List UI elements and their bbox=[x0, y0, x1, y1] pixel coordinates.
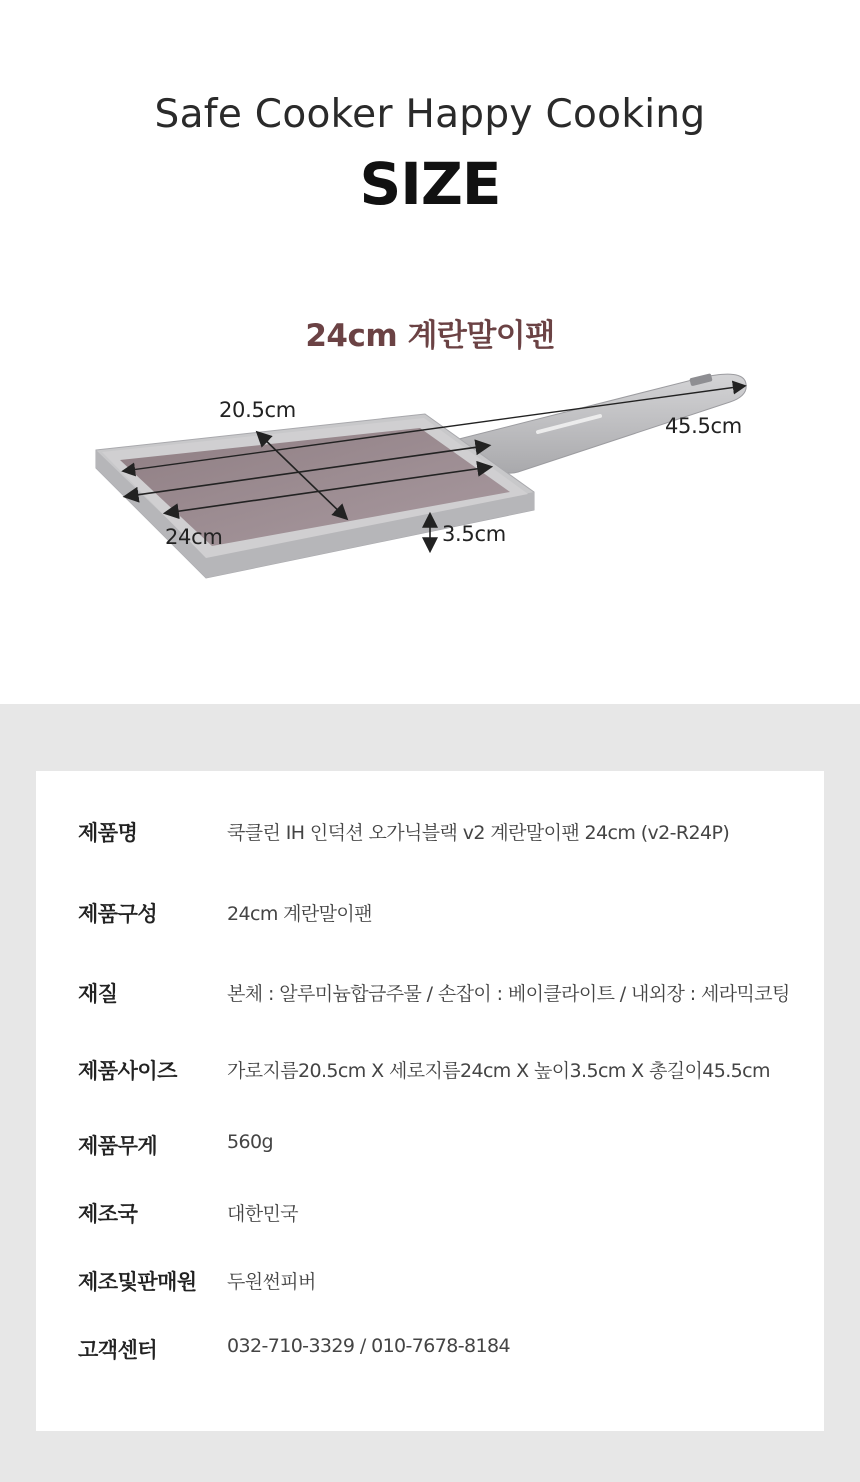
size-section bbox=[0, 0, 860, 704]
spec-value: 쿡클린 IH 인덕션 오가닉블랙 v2 계란말이팬 24cm (v2-R24P) bbox=[227, 822, 730, 844]
spec-row-country bbox=[36, 1198, 824, 1238]
spec-label: 제품무게 bbox=[78, 1134, 158, 1158]
spec-label: 재질 bbox=[78, 982, 118, 1006]
spec-row-size bbox=[36, 1055, 824, 1095]
spec-label: 제품사이즈 bbox=[78, 1059, 177, 1083]
spec-row-weight bbox=[36, 1130, 824, 1170]
spec-section bbox=[0, 704, 860, 1482]
spec-row-product-name bbox=[36, 817, 824, 857]
spec-value: 본체 : 알루미늄합금주물 / 손잡이 : 베이클라이트 / 내외장 : 세라믹코팅 bbox=[227, 983, 790, 1005]
spec-value: 560g bbox=[227, 1131, 273, 1153]
square-pan-illustration bbox=[0, 360, 860, 600]
spec-row-material bbox=[36, 978, 824, 1018]
total-length-dimension-label: 45.5cm bbox=[665, 414, 742, 438]
spec-label: 고객센터 bbox=[78, 1338, 158, 1362]
spec-value: 가로지름20.5cm X 세로지름24cm X 높이3.5cm X 총길이45.5cm bbox=[227, 1060, 770, 1082]
spec-value: 대한민국 bbox=[227, 1203, 299, 1225]
spec-value: 032-710-3329 / 010-7678-8184 bbox=[227, 1335, 510, 1357]
spec-table bbox=[36, 771, 824, 1431]
spec-label: 제조및판매원 bbox=[78, 1270, 197, 1294]
spec-value: 두원썬피버 bbox=[227, 1271, 316, 1293]
width-dimension-label: 20.5cm bbox=[219, 398, 296, 422]
pan-image bbox=[0, 360, 860, 600]
spec-row-manufacturer bbox=[36, 1266, 824, 1306]
height-dimension-label: 3.5cm bbox=[442, 522, 506, 546]
spec-label: 제품구성 bbox=[78, 902, 158, 926]
spec-row-composition bbox=[36, 898, 824, 938]
spec-value: 24cm 계란말이팬 bbox=[227, 903, 372, 925]
spec-label: 제조국 bbox=[78, 1202, 138, 1226]
spec-row-customer-center bbox=[36, 1334, 824, 1374]
spec-label: 제품명 bbox=[78, 821, 138, 845]
brand-tagline: Safe Cooker Happy Cooking bbox=[154, 92, 706, 137]
length-dimension-label: 24cm bbox=[165, 525, 223, 549]
section-title: SIZE bbox=[359, 150, 501, 218]
product-title: 24cm 계란말이팬 bbox=[305, 318, 555, 354]
